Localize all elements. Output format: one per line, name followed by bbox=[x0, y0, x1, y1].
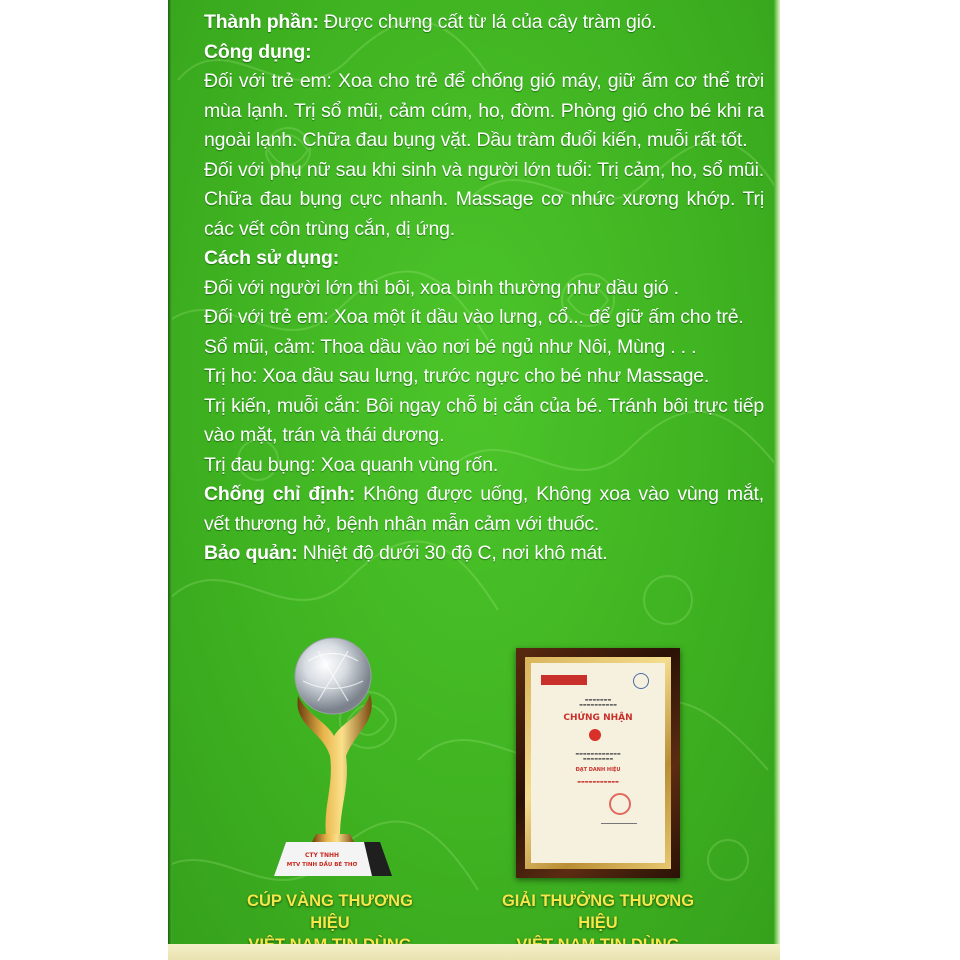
storage-text: Nhiệt độ dưới 30 độ C, nơi khô mát. bbox=[297, 542, 608, 564]
usage-cough: Trị ho: Xoa dầu sau lưng, trước ngực cho bé như Massage. bbox=[204, 365, 710, 387]
certificate-award-name: ▬▬▬▬▬▬▬▬▬▬▬ bbox=[577, 779, 619, 784]
certificate-emblem-icon bbox=[633, 673, 649, 689]
certificate-gold-border bbox=[525, 657, 671, 869]
box-bottom-strip bbox=[168, 944, 780, 960]
certificate-stamp-icon bbox=[609, 793, 631, 815]
ingredients-line bbox=[204, 8, 764, 38]
box-right-edge bbox=[774, 0, 780, 960]
product-description bbox=[204, 8, 764, 569]
svg-text:CTY TNHH: CTY TNHH bbox=[304, 852, 340, 859]
certificate-title: CHỨNG NHẬN bbox=[563, 713, 633, 723]
storage-line bbox=[204, 539, 764, 569]
certificate-signature-line bbox=[601, 823, 637, 824]
trophy-caption-line1: CÚP VÀNG THƯƠNG HIỆU bbox=[247, 892, 413, 932]
uses-heading: Công dụng: bbox=[204, 40, 312, 63]
usage-cold: Sổ mũi, cảm: Thoa dầu vào nơi bé ngủ như Nôi, Mùng . . . bbox=[204, 335, 697, 358]
svg-text:MTV TINH DẦU BÉ THƠ: MTV TINH DẦU BÉ THƠ bbox=[286, 862, 358, 868]
certificate-award-text: ĐẠT DANH HIỆU bbox=[575, 767, 621, 773]
usage-child: Đối với trẻ em: Xoa một ít dầu vào lưng, cổ... để giữ ấm cho trẻ. bbox=[204, 306, 744, 328]
usage-adult: Đối với người lớn thì bôi, xoa bình thường như dầu gió . bbox=[204, 276, 679, 299]
gold-trophy-image bbox=[268, 636, 398, 881]
uses-children: Đối với trẻ em: Xoa cho trẻ để chống gió máy, giữ ấm cơ thể trời mùa lạnh. Trị sổ mũi, cảm cúm, ho, đờm. Phòng gió cho bé khi ra ngoài lạnh. Chữa đau bụng vặt. Dầu tràm đuổi kiến, muỗi rất tốt. bbox=[204, 70, 764, 151]
contraindications-line bbox=[204, 480, 764, 539]
box-left-edge bbox=[168, 0, 172, 960]
certificate-seal-icon bbox=[589, 729, 601, 741]
certificate-header-logo bbox=[541, 675, 587, 685]
certificate-frame bbox=[516, 648, 680, 878]
certificate-caption-line1: GIẢI THƯỞNG THƯƠNG HIỆU bbox=[501, 892, 695, 932]
certificate-paper bbox=[531, 663, 665, 863]
certificate-small-text: ▬▬▬▬▬▬▬ ▬▬▬▬▬▬▬▬▬▬ bbox=[579, 697, 617, 707]
usage-heading: Cách sử dụng: bbox=[204, 247, 340, 269]
uses-women-elderly: Đối với phụ nữ sau khi sinh và người lớn tuổi: Trị cảm, ho, sổ mũi. Chữa đau bụng cực nhanh. Massage cơ nhức xương khớp. Trị các vết côn trùng cắn, dị ứng. bbox=[204, 158, 764, 240]
ingredients-text: Được chưng cất từ lá của cây tràm gió. bbox=[318, 11, 657, 33]
contraindications-text: Không được uống, Không xoa vào vùng mắt, vết thương hở, bệnh nhân mẫn cảm với thuốc. bbox=[204, 483, 764, 535]
certificate-company-text: ▬▬▬▬▬▬▬▬▬▬▬▬ ▬▬▬▬▬▬▬▬ bbox=[575, 751, 621, 761]
ingredients-label: Thành phần: bbox=[204, 11, 319, 33]
contraindications-label: Chống chỉ định: bbox=[204, 483, 356, 505]
storage-label: Bảo quản: bbox=[204, 542, 298, 564]
usage-insect: Trị kiến, muỗi cắn: Bôi ngay chỗ bị cắn của bé. Tránh bôi trực tiếp vào mặt, trán và thái dương. bbox=[204, 394, 764, 446]
product-info-panel bbox=[168, 0, 778, 960]
usage-stomach: Trị đau bụng: Xoa quanh vùng rốn. bbox=[204, 453, 499, 476]
